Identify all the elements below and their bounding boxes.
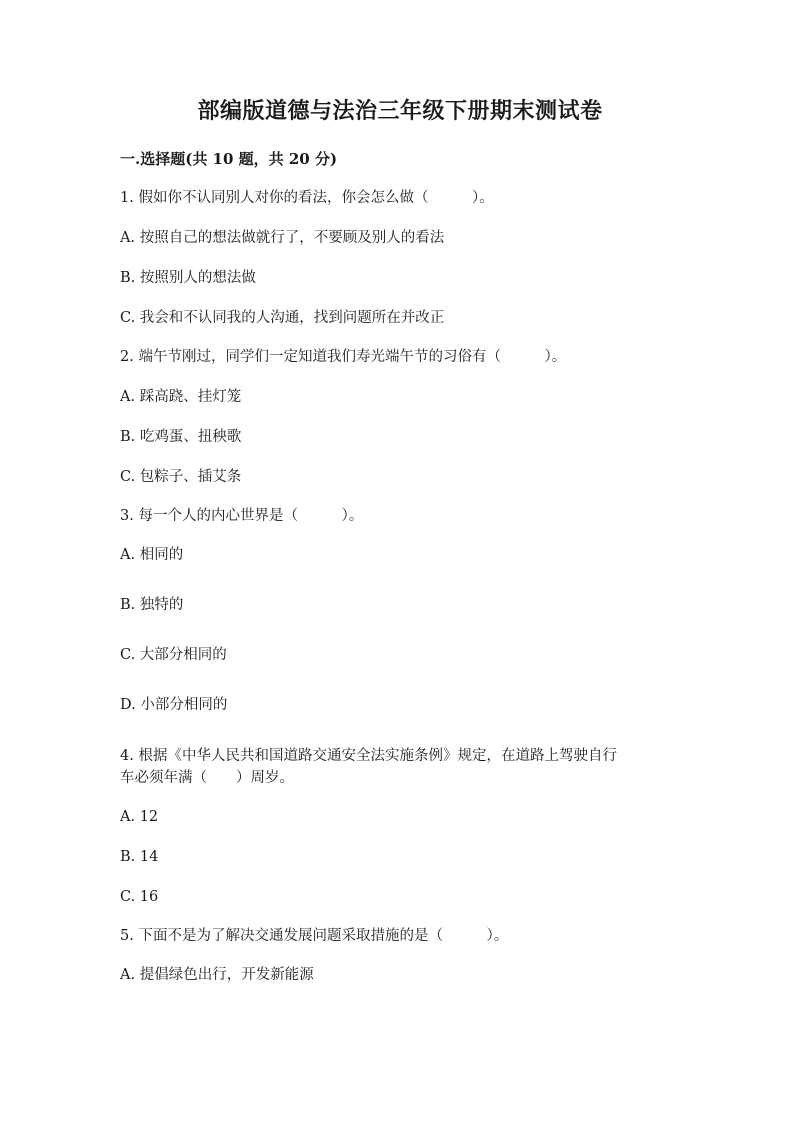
question-4-option-a: A. 12 — [120, 809, 159, 825]
question-3-stem: 3. 每一个人的内心世界是（ ）。 — [120, 508, 364, 524]
question-2-option-a: A. 踩高跷、挂灯笼 — [120, 389, 242, 405]
question-1-option-c: C. 我会和不认同我的人沟通，找到问题所在并改正 — [120, 310, 445, 326]
question-4-option-b: B. 14 — [120, 849, 159, 865]
question-4-stem-line-1: 4. 根据《中华人民共和国道路交通安全法实施条例》规定，在道路上驾驶自行 — [120, 748, 617, 764]
question-2-stem: 2. 端午节刚过，同学们一定知道我们寿光端午节的习俗有（ ）。 — [120, 349, 567, 365]
question-3-option-a: A. 相同的 — [120, 547, 184, 563]
question-3-option-c: C. 大部分相同的 — [120, 647, 227, 663]
question-4-stem-line-2: 车必须年满（ ）周岁。 — [120, 770, 294, 786]
page-title: 部编版道德与法治三年级下册期末测试卷 — [197, 98, 603, 124]
question-5-option-a: A. 提倡绿色出行，开发新能源 — [120, 967, 314, 983]
question-2-option-c: C. 包粽子、插艾条 — [120, 469, 242, 485]
question-1-stem: 1. 假如你不认同别人对你的看法，你会怎么做（ ）。 — [120, 190, 494, 206]
question-1-option-a: A. 按照自己的想法做就行了，不要顾及别人的看法 — [120, 230, 445, 246]
question-4-option-c: C. 16 — [120, 889, 159, 905]
question-2-option-b: B. 吃鸡蛋、扭秧歌 — [120, 429, 242, 445]
question-1-option-b: B. 按照别人的想法做 — [120, 270, 256, 286]
section-heading: 一.选择题(共 10 题，共 20 分) — [120, 150, 338, 168]
question-3-option-d: D. 小部分相同的 — [120, 697, 228, 713]
question-3-option-b: B. 独特的 — [120, 597, 184, 613]
question-5-stem: 5. 下面不是为了解决交通发展问题采取措施的是（ ）。 — [120, 928, 509, 944]
